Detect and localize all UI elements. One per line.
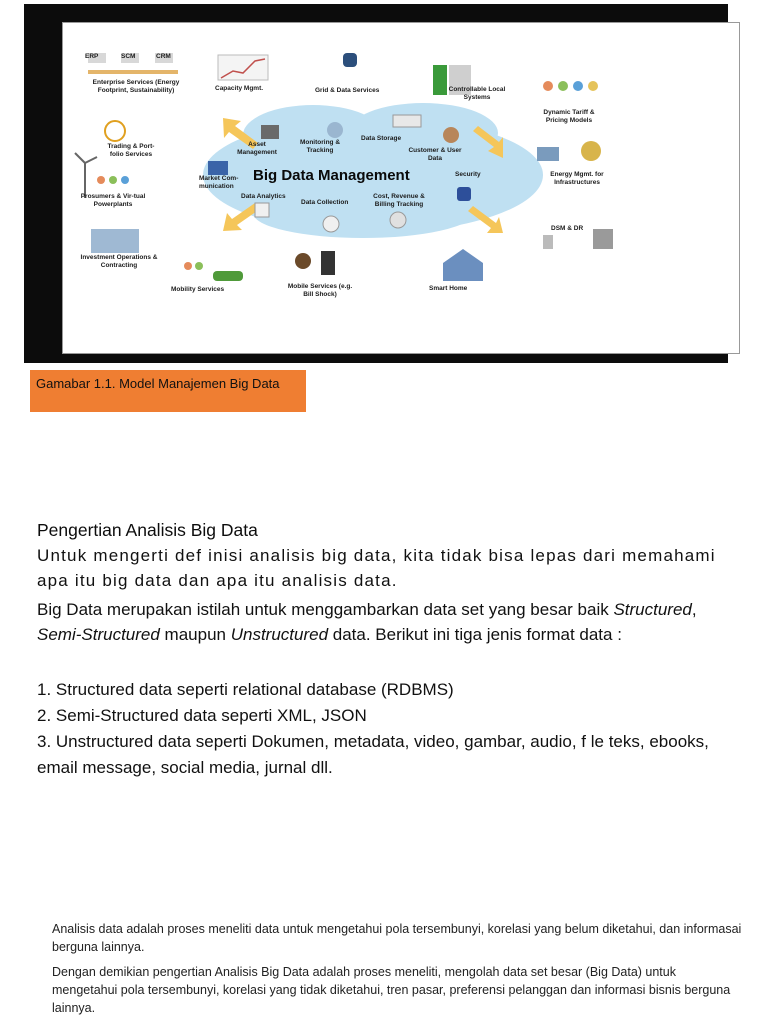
- tariff-label: Dynamic Tariff & Pricing Models: [543, 109, 595, 124]
- investment-icon: [91, 229, 139, 253]
- big-data-diagram: [63, 23, 739, 353]
- para2-text-c: maupun: [159, 625, 231, 644]
- car-icon: [213, 271, 243, 281]
- para2-text-d: data. Berikut ini tiga jenis format data :: [328, 625, 622, 644]
- tariff-people-icon: [543, 81, 553, 91]
- structured-term: Structured: [613, 600, 692, 619]
- mobility-people-icon: [184, 262, 192, 270]
- controllable-icon: [433, 65, 447, 95]
- energy-mgmt-label: Energy Mgmt. for Infrastructures: [550, 171, 604, 186]
- smart-home-label: Smart Home: [429, 285, 468, 292]
- list-item: 2. Semi-Structured data seperti XML, JSON: [37, 706, 367, 725]
- trading-clock-icon: [105, 121, 125, 141]
- big-data-paragraph: [37, 597, 737, 647]
- market-email-icon: [208, 161, 228, 175]
- data-storage-label: Data Storage: [361, 135, 402, 142]
- big-data-management-title: Big Data Management: [253, 167, 410, 184]
- data-format-list: [37, 677, 737, 781]
- intro-paragraph: Untuk mengerti def inisi analisis big data, kita tidak bisa lepas dari memahami apa itu big data dan apa itu analisis data.: [37, 546, 716, 590]
- grid-data-label: Grid & Data Services: [315, 87, 380, 94]
- monitoring-label: Monitoring & Tracking: [299, 139, 341, 154]
- figure-canvas: [62, 22, 740, 354]
- mobility-label: Mobility Services: [171, 286, 225, 293]
- scm-label: SCM: [121, 53, 136, 60]
- lock-icon: [457, 187, 471, 201]
- investment-label: Investment Operations & Contracting: [80, 254, 158, 269]
- capacity-label: Capacity Mgmt.: [215, 85, 264, 92]
- unstructured-term: Unstructured: [230, 625, 329, 644]
- mobile-user-icon: [295, 253, 311, 269]
- controllable-label: Controllable Local Systems: [448, 86, 506, 101]
- semi-structured-term: Semi-Structured: [37, 625, 160, 644]
- asset-icon: [261, 125, 279, 139]
- data-analysis-definition: Analisis data adalah proses meneliti data untuk mengetahui pola tersembunyi, korelasi yang belum diketahui, dan informasai berguna lainnya.: [52, 922, 742, 954]
- trading-label: Trading & Port-folio Services: [107, 143, 155, 158]
- para2-text-a: Big Data merupakan istilah untuk menggambarkan data set yang besar baik: [37, 600, 614, 619]
- security-label: Security: [455, 171, 481, 178]
- para2-text-b: ,: [691, 600, 697, 619]
- smart-home-icon: [443, 249, 483, 281]
- enterprise-services-label: Enterprise Services (Energy Footprint, Sustainability): [92, 79, 180, 94]
- dsm-dr-label: DSM & DR: [551, 225, 584, 232]
- market-communication-label: Market Com-munication: [199, 175, 239, 190]
- figure-caption-box: [30, 370, 306, 412]
- figure-frame: [24, 4, 728, 363]
- billing-label: Cost, Revenue & Billing Tracking: [373, 193, 425, 208]
- monitoring-icon: [327, 122, 343, 138]
- dsm-dr-icon: [543, 235, 553, 249]
- erp-label: ERP: [85, 53, 99, 60]
- storage-icon: [393, 115, 421, 127]
- grid-icon: [343, 53, 357, 67]
- asset-management-label: Asset Management: [237, 141, 277, 156]
- data-analytics-label: Data Analytics: [241, 193, 286, 200]
- energy-infra-icon: [581, 141, 601, 161]
- analytics-icon: [255, 203, 269, 217]
- data-collection-label: Data Collection: [301, 199, 349, 206]
- collection-meter-icon: [323, 216, 339, 232]
- billing-icon: [390, 212, 406, 228]
- customer-icon: [443, 127, 459, 143]
- big-data-analysis-definition: Dengan demikian pengertian Analisis Big Data adalah proses meneliti, mengolah data set besar (Big Data) untuk mengetahui pola tersembunyi, korelasi yang tidak diketahui, tren pasar, preferensi pelanggan dan informasi bisnis berguna lainnya.: [52, 965, 731, 1015]
- customer-data-label: Customer & User Data: [408, 147, 462, 162]
- prosumers-label: Prosumers & Vir-tual Powerplants: [80, 193, 146, 208]
- prosumers-icon: [97, 176, 105, 184]
- list-item: 1. Structured data seperti relational database (RDBMS): [37, 680, 454, 699]
- crm-label: CRM: [156, 53, 171, 60]
- list-item: 3. Unstructured data seperti Dokumen, metadata, video, gambar, audio, f le teks, ebooks, email message, social media, jurnal dll.: [37, 732, 709, 777]
- figure-caption: Gamabar 1.1. Model Manajemen Big Data: [36, 376, 280, 391]
- mobile-services-label: Mobile Services (e.g. Bill Shock): [287, 283, 353, 298]
- section-heading: Pengertian Analisis Big Data: [37, 520, 258, 540]
